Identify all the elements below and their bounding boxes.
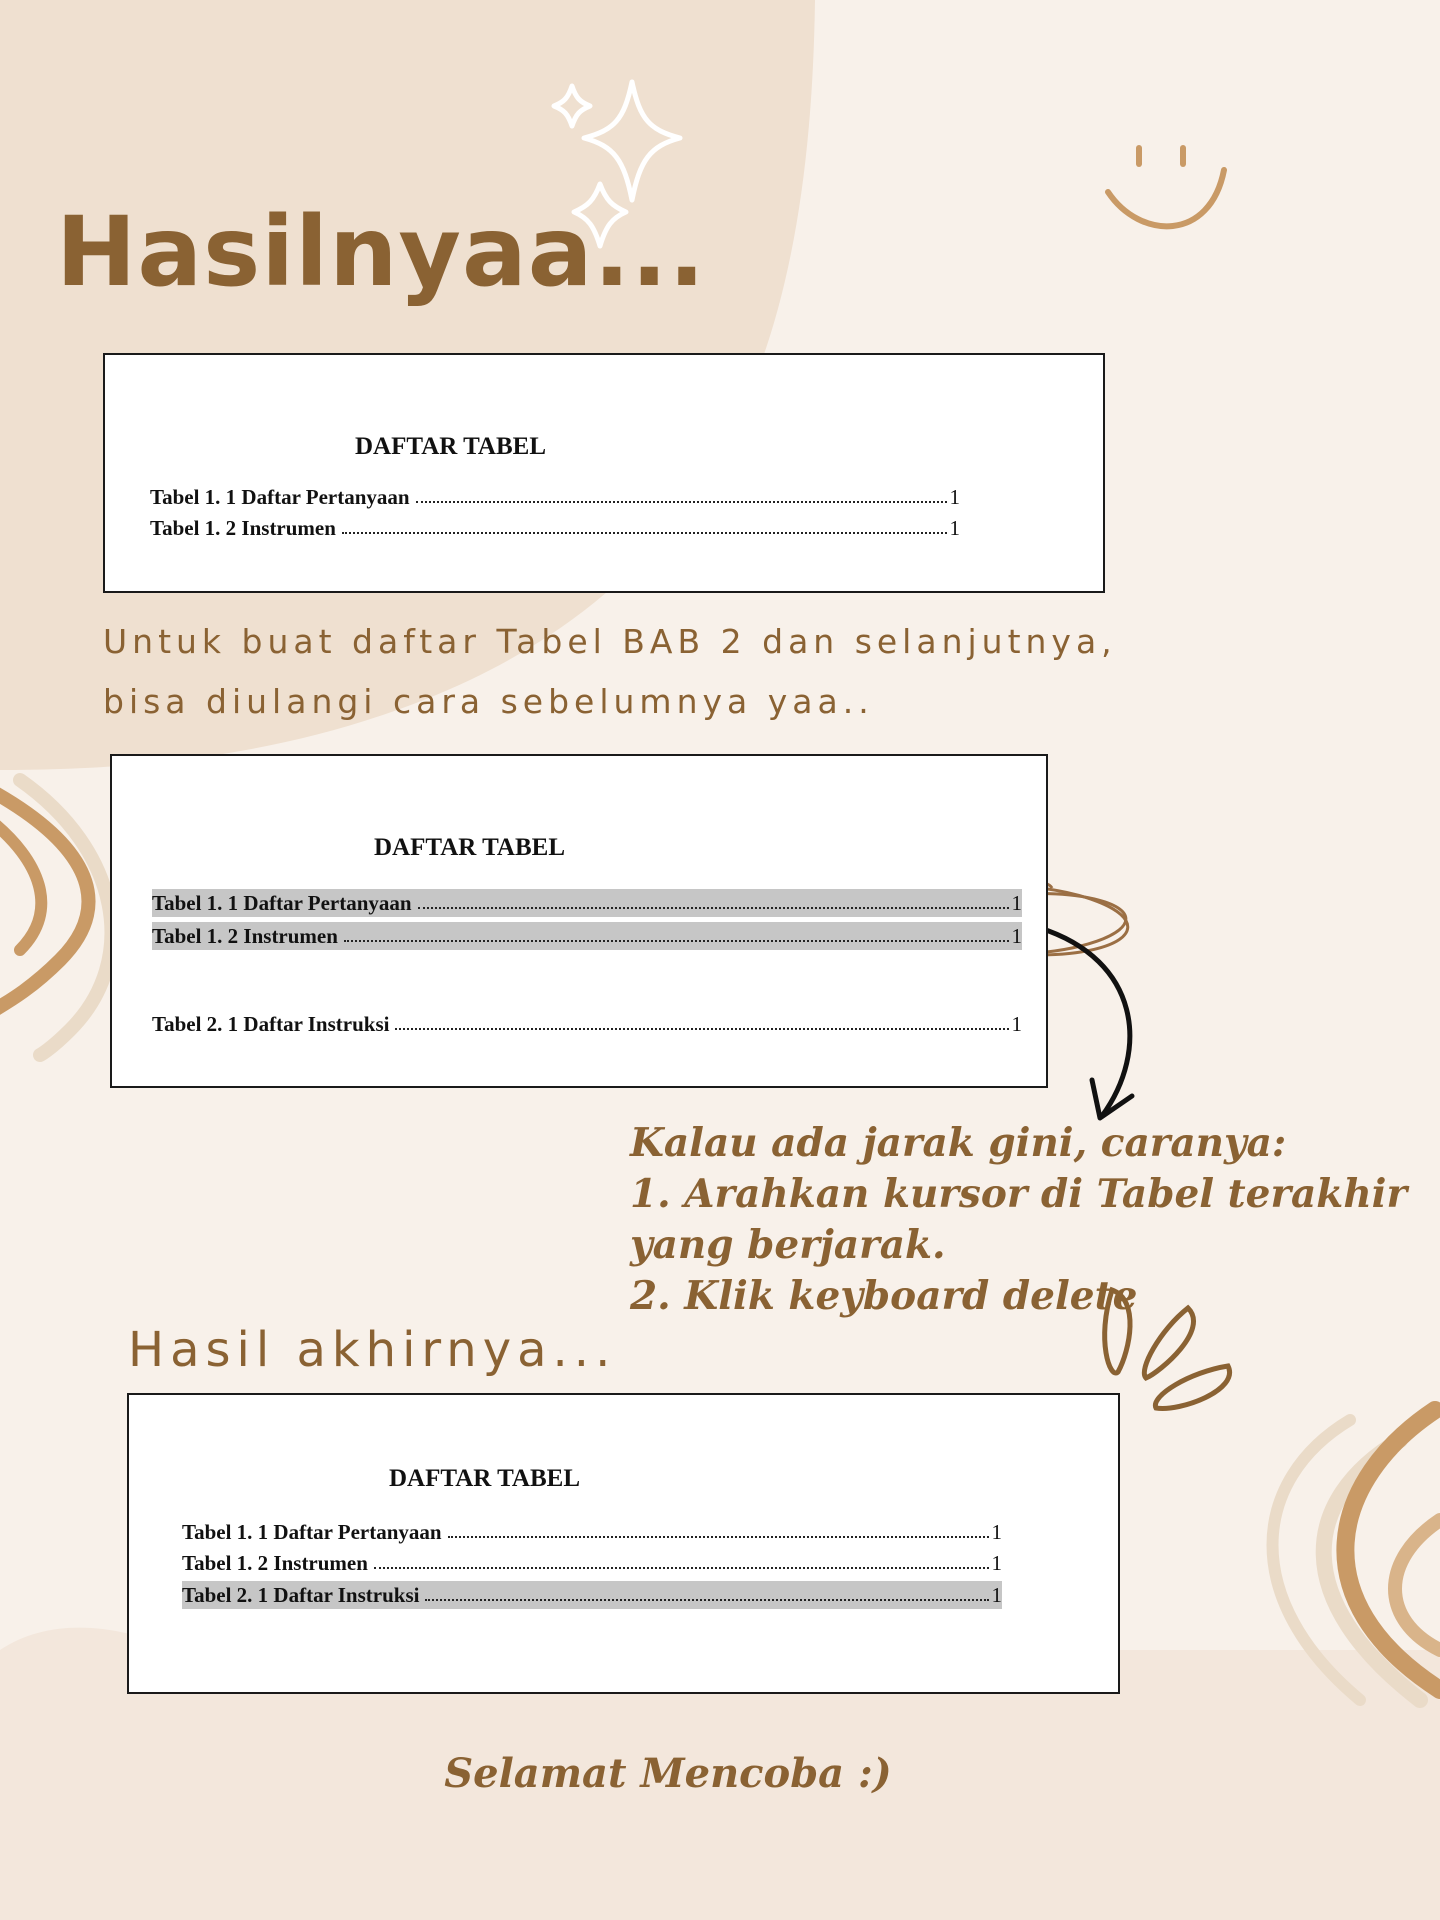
- document-preview-3: [127, 1393, 1120, 1694]
- toc-entry-page: 1: [949, 516, 960, 540]
- toc-entry: [182, 1549, 1002, 1577]
- toc-entry-page: 1: [949, 485, 960, 509]
- toc-entry: [182, 1518, 1002, 1546]
- doc-heading: DAFTAR TABEL: [374, 834, 566, 861]
- smiley-icon: [1108, 148, 1224, 226]
- toc-entry-page: 1: [991, 1520, 1002, 1544]
- document-preview-1: [103, 353, 1105, 593]
- closing-message: Selamat Mencoba :): [444, 1750, 892, 1797]
- toc-leader-dots: [416, 501, 947, 503]
- toc-entry-label: Tabel 1. 1 Daftar Pertanyaan: [152, 891, 412, 915]
- page-title: Hasilnyaa...: [56, 196, 706, 308]
- toc-leader-dots: [342, 532, 947, 534]
- curved-arrow-icon: [1040, 928, 1132, 1118]
- toc-entry: [152, 889, 1022, 917]
- toc-entry: [150, 483, 960, 511]
- toc-leader-dots: [418, 907, 1009, 909]
- toc-leader-dots: [344, 940, 1009, 942]
- toc-leader-dots: [425, 1599, 988, 1601]
- doc-heading: DAFTAR TABEL: [389, 1465, 581, 1492]
- toc-entry-page: 1: [991, 1583, 1002, 1607]
- toc-entry-page: 1: [1011, 1012, 1022, 1036]
- steps-line: yang berjarak.: [630, 1222, 946, 1268]
- document-preview-2: [110, 754, 1048, 1088]
- result-title: Hasil akhirnya...: [128, 1322, 617, 1378]
- steps-instructions: [630, 1118, 1407, 1322]
- toc-entry-label: Tabel 1. 2 Instrumen: [152, 924, 338, 948]
- instruction-note-line1: Untuk buat daftar Tabel BAB 2 dan selanjutnya,: [103, 622, 1117, 661]
- toc-entry: [152, 1010, 1022, 1038]
- toc-entry: [150, 514, 960, 542]
- toc-entry-label: Tabel 1. 2 Instrumen: [150, 516, 336, 540]
- steps-line: Kalau ada jarak gini, caranya:: [630, 1120, 1287, 1166]
- toc-entry-label: Tabel 2. 1 Daftar Instruksi: [152, 1012, 390, 1036]
- toc-entry-page: 1: [991, 1551, 1002, 1575]
- toc-entry-label: Tabel 1. 1 Daftar Pertanyaan: [150, 485, 410, 509]
- toc-leader-dots: [374, 1567, 989, 1569]
- left-wave-decoration: [0, 780, 111, 1055]
- toc-entry-label: Tabel 2. 1 Daftar Instruksi: [182, 1583, 420, 1607]
- toc-entry-page: 1: [1011, 891, 1022, 915]
- toc-leader-dots: [448, 1536, 989, 1538]
- steps-line: 1. Arahkan kursor di Tabel terakhir: [630, 1171, 1408, 1217]
- instruction-note-line2: bisa diulangi cara sebelumnya yaa..: [103, 682, 874, 721]
- toc-leader-dots: [395, 1028, 1008, 1030]
- toc-entry-label: Tabel 1. 2 Instrumen: [182, 1551, 368, 1575]
- steps-line: 2. Klik keyboard delete: [630, 1273, 1138, 1319]
- doc-heading: DAFTAR TABEL: [355, 433, 547, 460]
- toc-entry-label: Tabel 1. 1 Daftar Pertanyaan: [182, 1520, 442, 1544]
- toc-entry-page: 1: [1011, 924, 1022, 948]
- toc-entry: [182, 1581, 1002, 1609]
- toc-entry: [152, 922, 1022, 950]
